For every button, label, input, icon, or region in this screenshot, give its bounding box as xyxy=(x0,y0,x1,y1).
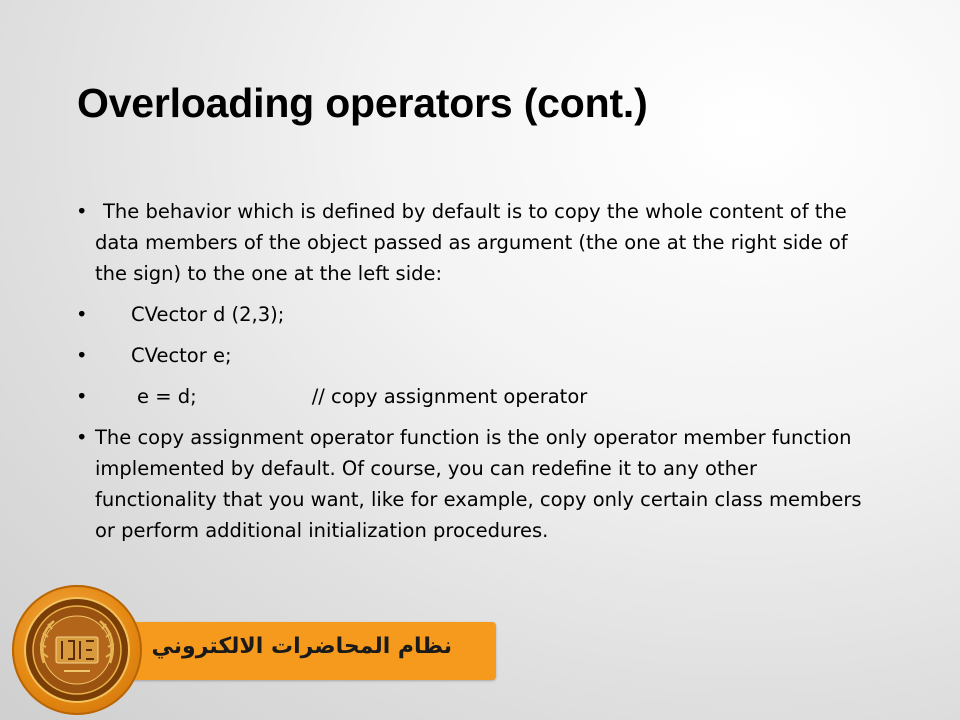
code-line: CVector e; xyxy=(131,344,232,367)
code-line: e = d; xyxy=(137,385,197,408)
bullet-item-code xyxy=(76,340,876,371)
bullet-item-code xyxy=(76,381,876,412)
footer-banner xyxy=(120,622,496,680)
bullet-item-code xyxy=(76,299,876,330)
seal-emblem-icon xyxy=(12,585,142,715)
university-seal-icon xyxy=(12,585,142,715)
bullet-text: The copy assignment operator function is the only operator member function implemented by default. Of course, you can redefine it to any other functionality that you want, like for example, copy only certain class members or perform additional initialization procedures. xyxy=(95,426,862,542)
bullet-text: The behavior which is defined by default is to copy the whole content of the data members of the object passed as argument (the one at the right side of the sign) to the one at the left side: xyxy=(95,200,848,285)
code-line: CVector d (2,3); xyxy=(131,303,285,326)
footer-banner-text: نظام المحاضرات الالكتروني xyxy=(151,634,452,659)
bullet-list xyxy=(76,196,876,556)
code-comment: // copy assignment operator xyxy=(311,385,588,408)
slide-title: Overloading operators (cont.) xyxy=(77,80,648,126)
bullet-item xyxy=(76,196,876,289)
bullet-item xyxy=(76,422,876,546)
